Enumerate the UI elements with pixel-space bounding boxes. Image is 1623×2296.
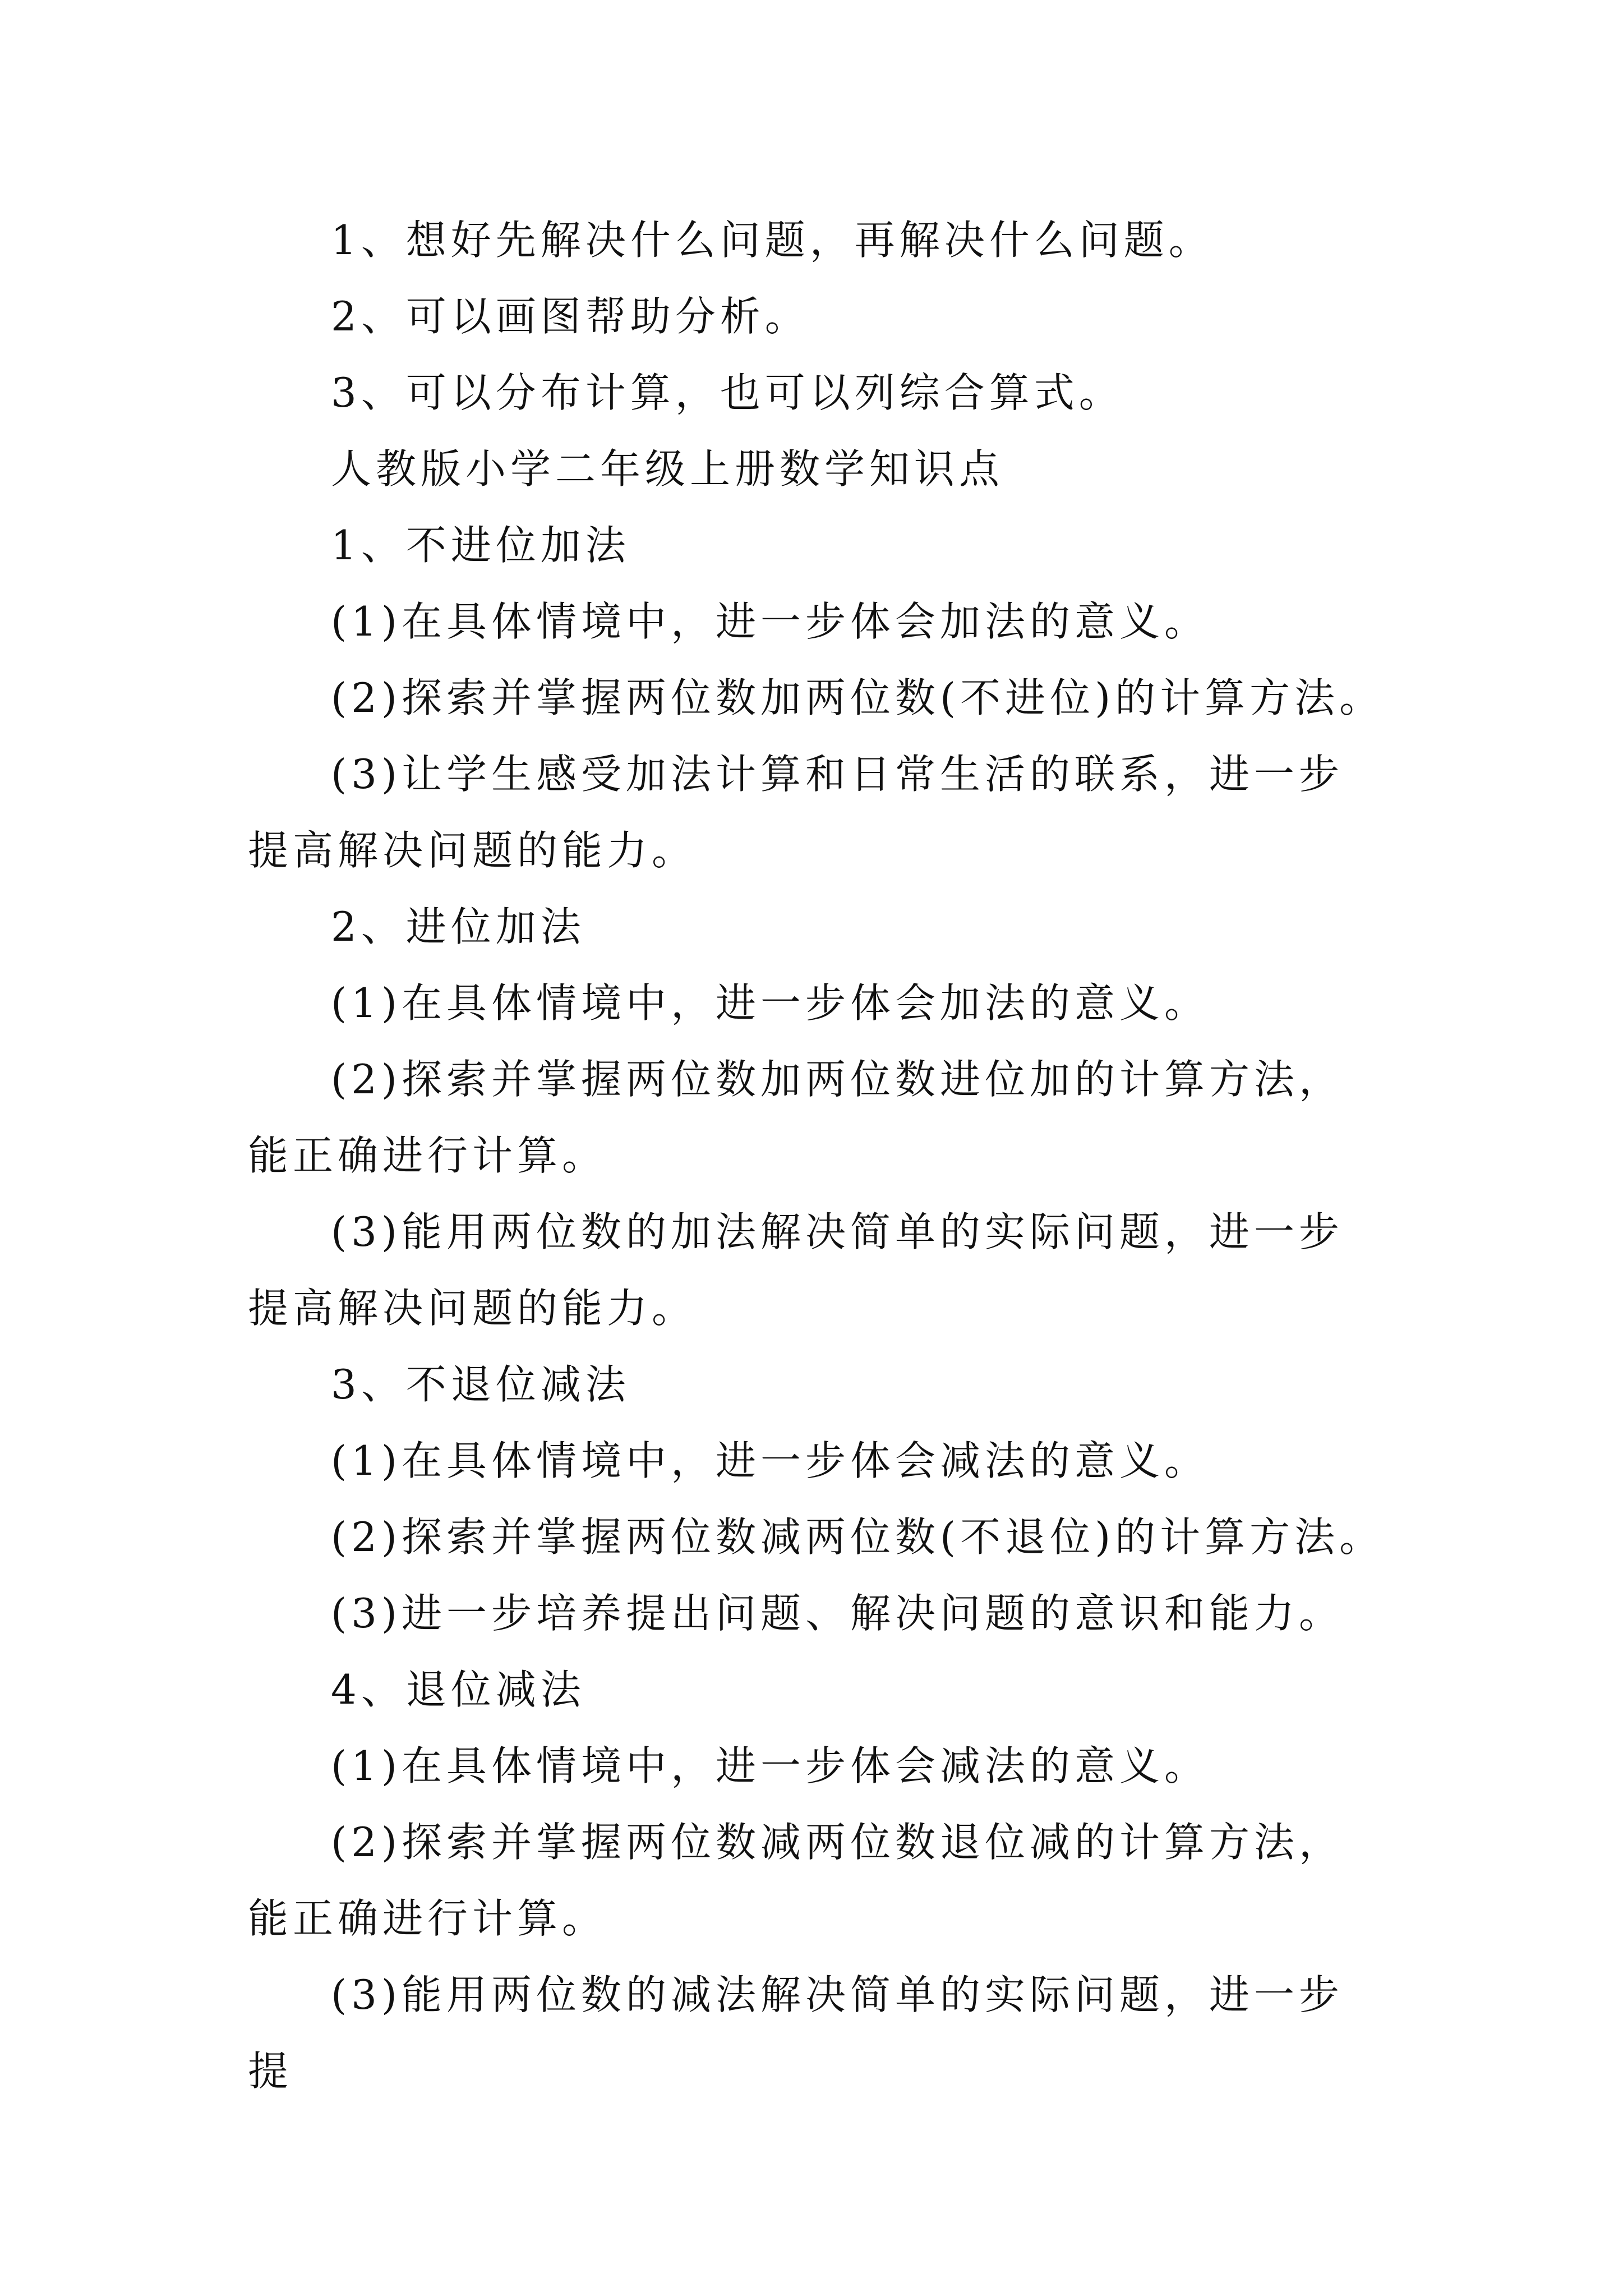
addition-point-3: (3)让学生感受加法计算和日常生活的联系，进一步提高解决问题的能力。 [248, 751, 1344, 874]
heading-carry-addition: 2、进位加法 [331, 903, 585, 950]
document-body [248, 202, 1386, 2109]
subtraction-point-2: (2)探索并掌握两位数减两位数(不退位)的计算方法。 [331, 1513, 1385, 1561]
subtraction-point-3: (3)进一步培养提出问题、解决问题的意识和能力。 [331, 1590, 1344, 1637]
tip-paragraph-3: 3、可以分布计算，也可以列综合算式。 [331, 369, 1124, 416]
section-title: 人教版小学二年级上册数学知识点 [331, 445, 1004, 493]
addition-point-2: (2)探索并掌握两位数加两位数(不进位)的计算方法。 [331, 674, 1385, 721]
addition-point-1: (1)在具体情境中，进一步体会加法的意义。 [331, 598, 1209, 645]
tip-paragraph-1: 1、想好先解决什么问题，再解决什么问题。 [331, 217, 1214, 264]
carry-addition-point-2: (2)探索并掌握两位数加两位数进位加的计算方法，能正确进行计算。 [248, 1056, 1344, 1179]
borrow-subtraction-point-1: (1)在具体情境中，进一步体会减法的意义。 [331, 1742, 1209, 1789]
subtraction-point-1: (1)在具体情境中，进一步体会减法的意义。 [331, 1437, 1209, 1484]
heading-borrow-subtraction: 4、退位减法 [331, 1666, 585, 1713]
borrow-subtraction-point-3: (3)能用两位数的减法解决简单的实际问题，进一步提 [248, 1971, 1344, 2095]
heading-non-carry-addition: 1、不进位加法 [331, 522, 630, 569]
borrow-subtraction-point-2: (2)探索并掌握两位数减两位数退位减的计算方法，能正确进行计算。 [248, 1819, 1344, 1942]
tip-paragraph-2: 2、可以画图帮助分析。 [331, 293, 810, 340]
carry-addition-point-3: (3)能用两位数的加法解决简单的实际问题，进一步提高解决问题的能力。 [248, 1208, 1344, 1332]
heading-non-borrow-subtraction: 3、不退位减法 [331, 1361, 630, 1408]
carry-addition-point-1: (1)在具体情境中，进一步体会加法的意义。 [331, 979, 1209, 1027]
